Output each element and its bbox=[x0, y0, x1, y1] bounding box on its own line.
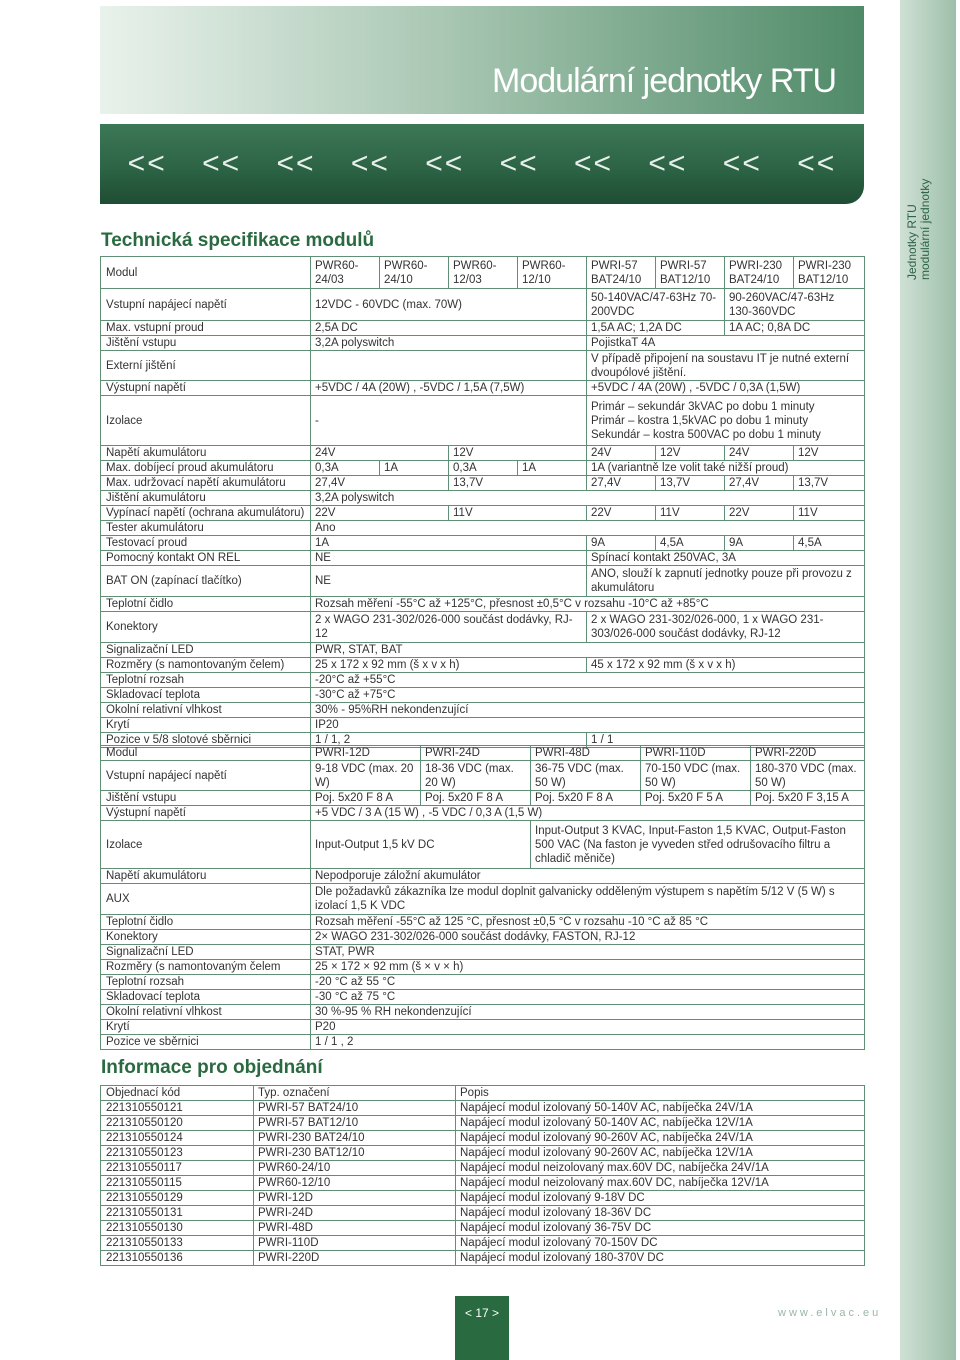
cell: 2,5A DC bbox=[311, 321, 587, 336]
cell: 25 × 172 × 92 mm (š × v × h) bbox=[311, 960, 865, 975]
page-title: Modulární jednotky RTU bbox=[492, 62, 836, 100]
cell: 12V bbox=[449, 446, 587, 461]
description: Napájecí modul izolovaný 180-370V DC bbox=[456, 1251, 865, 1266]
cell: 30 %-95 % RH nekondenzující bbox=[311, 1005, 865, 1020]
row-label: Signalizační LED bbox=[101, 643, 311, 658]
table-row bbox=[101, 521, 865, 536]
model-name: PWR60-12/10 bbox=[518, 257, 587, 289]
row-label: AUX bbox=[101, 884, 311, 915]
cell: 13,7V bbox=[656, 476, 725, 491]
cell: PojistkaT 4A bbox=[587, 336, 865, 351]
header-banner bbox=[100, 6, 864, 114]
row-label: Rozměry (s namontovaným čelem) bbox=[101, 658, 311, 673]
table-row bbox=[101, 396, 865, 446]
table-row bbox=[101, 658, 865, 673]
cell: 9A bbox=[587, 536, 656, 551]
cell bbox=[311, 351, 587, 381]
cell: P20 bbox=[311, 1020, 865, 1035]
row-label: Teplotní čidlo bbox=[101, 597, 311, 612]
row-label: Skladovací teplota bbox=[101, 990, 311, 1005]
arrow-glyph: << bbox=[276, 147, 316, 180]
cell: NE bbox=[311, 566, 587, 597]
column-header: Typ. označení bbox=[254, 1086, 456, 1101]
cell: 0,3A bbox=[311, 461, 380, 476]
cell: Poj. 5x20 F 3,15 A bbox=[751, 791, 865, 806]
table-row bbox=[101, 791, 865, 806]
table-row bbox=[101, 257, 865, 289]
model-name: PWR60-12/03 bbox=[449, 257, 518, 289]
side-label-line2: modulární jednotky bbox=[918, 178, 932, 280]
model-name: PWR60-24/03 bbox=[311, 257, 380, 289]
table-row bbox=[101, 746, 865, 761]
row-label: Vstupní napájecí napětí bbox=[101, 761, 311, 791]
cell: 1A bbox=[518, 461, 587, 476]
cell: 0,3A bbox=[449, 461, 518, 476]
arrow-glyph: << bbox=[722, 147, 762, 180]
order-code: 221310550120 bbox=[101, 1116, 254, 1131]
row-label: Izolace bbox=[101, 396, 311, 446]
row-label: Krytí bbox=[101, 718, 311, 733]
row-label: Jištění vstupu bbox=[101, 336, 311, 351]
table-row bbox=[101, 869, 865, 884]
table-row bbox=[101, 476, 865, 491]
type-designation: PWRI-230 BAT12/10 bbox=[254, 1146, 456, 1161]
table-row bbox=[101, 915, 865, 930]
cell: 1A AC; 0,8A DC bbox=[725, 321, 865, 336]
cell: Input-Output 1,5 kV DC bbox=[311, 821, 531, 869]
row-label: Konektory bbox=[101, 930, 311, 945]
type-designation: PWRI-57 BAT12/10 bbox=[254, 1116, 456, 1131]
cell: 22V bbox=[311, 506, 449, 521]
type-designation: PWRI-220D bbox=[254, 1251, 456, 1266]
table-row bbox=[101, 461, 865, 476]
row-label: Okolní relativní vlhkost bbox=[101, 703, 311, 718]
table-row bbox=[101, 1236, 865, 1251]
table-row bbox=[101, 1005, 865, 1020]
table-row bbox=[101, 688, 865, 703]
type-designation: PWR60-24/10 bbox=[254, 1161, 456, 1176]
description: Napájecí modul izolovaný 90-260V AC, nabíječka 24V/1A bbox=[456, 1131, 865, 1146]
table-row bbox=[101, 1146, 865, 1161]
cell: 9A bbox=[725, 536, 794, 551]
cell: Ano bbox=[311, 521, 865, 536]
cell: 50-140VAC/47-63Hz 70-200VDC bbox=[587, 289, 725, 321]
model-name: PWRI-57 BAT24/10 bbox=[587, 257, 656, 289]
cell: IP20 bbox=[311, 718, 865, 733]
cell: 3,2A polyswitch bbox=[311, 336, 587, 351]
cell: 36-75 VDC (max. 50 W) bbox=[531, 761, 641, 791]
cell: 27,4V bbox=[587, 476, 656, 491]
cell: Poj. 5x20 F 8 A bbox=[421, 791, 531, 806]
model-name: PWRI-230 BAT12/10 bbox=[794, 257, 865, 289]
cell: +5VDC / 4A (20W) , -5VDC / 1,5A (7,5W) bbox=[311, 381, 587, 396]
cell: 1 / 1, 2 bbox=[311, 733, 587, 748]
type-designation: PWRI-12D bbox=[254, 1191, 456, 1206]
table-row bbox=[101, 1206, 865, 1221]
cell: ANO, slouží k zapnutí jednotky pouze při provozu z akumulátoru bbox=[587, 566, 865, 597]
order-code: 221310550117 bbox=[101, 1161, 254, 1176]
cell: Poj. 5x20 F 8 A bbox=[531, 791, 641, 806]
order-code: 221310550121 bbox=[101, 1101, 254, 1116]
table-row bbox=[101, 289, 865, 321]
row-label: Výstupní napětí bbox=[101, 381, 311, 396]
row-label: Rozměry (s namontovaným čelem bbox=[101, 960, 311, 975]
description: Napájecí modul izolovaný 9-18V DC bbox=[456, 1191, 865, 1206]
cell: 2 x WAGO 231-302/026-000 součást dodávky, RJ-12 bbox=[311, 612, 587, 643]
table-row bbox=[101, 643, 865, 658]
row-label: Jištění vstupu bbox=[101, 791, 311, 806]
description: Napájecí modul neizolovaný max.60V DC, nabíječka 12V/1A bbox=[456, 1176, 865, 1191]
arrow-glyph: << bbox=[127, 147, 167, 180]
cell: Nepodporuje záložní akumulátor bbox=[311, 869, 865, 884]
cell: 1A bbox=[380, 461, 449, 476]
cell: 22V bbox=[725, 506, 794, 521]
cell: 90-260VAC/47-63Hz 130-360VDC bbox=[725, 289, 865, 321]
table-row bbox=[101, 551, 865, 566]
order-code: 221310550124 bbox=[101, 1131, 254, 1146]
cell: 13,7V bbox=[794, 476, 865, 491]
table-row bbox=[101, 1221, 865, 1236]
row-label: Výstupní napětí bbox=[101, 806, 311, 821]
table-row bbox=[101, 673, 865, 688]
cell: V případě připojení na soustavu IT je nutné externí dvoupólové jištění. bbox=[587, 351, 865, 381]
cell: 45 x 172 x 92 mm (š x v x h) bbox=[587, 658, 865, 673]
table-row bbox=[101, 1035, 865, 1050]
page-number: < 17 > bbox=[455, 1296, 509, 1360]
cell bbox=[587, 396, 865, 446]
table-row bbox=[101, 975, 865, 990]
section-title-spec: Technická specifikace modulů bbox=[101, 230, 375, 251]
row-label: Testovací proud bbox=[101, 536, 311, 551]
cell: Rozsah měření -55°C až +125°C, přesnost ±0,5°C v rozsahu -10°C až +85°C bbox=[311, 597, 865, 612]
cell: 24V bbox=[725, 446, 794, 461]
row-label: Modul bbox=[101, 257, 311, 289]
table-row bbox=[101, 1191, 865, 1206]
type-designation: PWRI-110D bbox=[254, 1236, 456, 1251]
cell: 1 / 1 bbox=[587, 733, 865, 748]
cell: - bbox=[311, 396, 587, 446]
description: Napájecí modul izolovaný 70-150V DC bbox=[456, 1236, 865, 1251]
table-row bbox=[101, 1176, 865, 1191]
arrow-glyph: << bbox=[425, 147, 465, 180]
order-code: 221310550131 bbox=[101, 1206, 254, 1221]
cell: -30°C až +75°C bbox=[311, 688, 865, 703]
row-label: Tester akumulátoru bbox=[101, 521, 311, 536]
type-designation: PWRI-57 BAT24/10 bbox=[254, 1101, 456, 1116]
cell: 22V bbox=[587, 506, 656, 521]
column-header: Popis bbox=[456, 1086, 865, 1101]
type-designation: PWR60-12/10 bbox=[254, 1176, 456, 1191]
table-row bbox=[101, 821, 865, 869]
table-row bbox=[101, 945, 865, 960]
cell: 4,5A bbox=[656, 536, 725, 551]
cell: 25 x 172 x 92 mm (š x v x h) bbox=[311, 658, 587, 673]
table-header-row bbox=[101, 1086, 865, 1101]
model-name: PWRI-230 BAT24/10 bbox=[725, 257, 794, 289]
arrow-glyph: << bbox=[499, 147, 539, 180]
table-row bbox=[101, 930, 865, 945]
description: Napájecí modul izolovaný 18-36V DC bbox=[456, 1206, 865, 1221]
table-row bbox=[101, 336, 865, 351]
side-label-line1: Jednotky RTU bbox=[905, 204, 919, 280]
description: Napájecí modul izolovaný 50-140V AC, nabíječka 12V/1A bbox=[456, 1116, 865, 1131]
cell: -20°C až +55°C bbox=[311, 673, 865, 688]
cell: 24V bbox=[311, 446, 449, 461]
cell: 2× WAGO 231-302/026-000 součást dodávky, FASTON, RJ-12 bbox=[311, 930, 865, 945]
model-name: PWRI-110D bbox=[641, 746, 751, 761]
description: Napájecí modul izolovaný 50-140V AC, nabíječka 24V/1A bbox=[456, 1101, 865, 1116]
spec-table-1 bbox=[100, 256, 865, 748]
table-row bbox=[101, 491, 865, 506]
cell: 13,7V bbox=[449, 476, 587, 491]
row-label: Pomocný kontakt ON REL bbox=[101, 551, 311, 566]
row-label: Max. udržovací napětí akumulátoru bbox=[101, 476, 311, 491]
table-row bbox=[101, 761, 865, 791]
cell-line: Sekundár – kostra 500VAC po dobu 1 minuty bbox=[591, 428, 821, 441]
row-label: Teplotní čidlo bbox=[101, 915, 311, 930]
row-label: Jištění akumulátoru bbox=[101, 491, 311, 506]
row-label: Max. vstupní proud bbox=[101, 321, 311, 336]
row-label: Skladovací teplota bbox=[101, 688, 311, 703]
description: Napájecí modul neizolovaný max.60V DC, nabíječka 24V/1A bbox=[456, 1161, 865, 1176]
cell: 12V bbox=[794, 446, 865, 461]
type-designation: PWRI-48D bbox=[254, 1221, 456, 1236]
arrow-glyph: << bbox=[202, 147, 242, 180]
row-label: Napětí akumulátoru bbox=[101, 446, 311, 461]
order-code: 221310550115 bbox=[101, 1176, 254, 1191]
cell: 9-18 VDC (max. 20 W) bbox=[311, 761, 421, 791]
cell: 3,2A polyswitch bbox=[311, 491, 865, 506]
table-row bbox=[101, 506, 865, 521]
table-row bbox=[101, 1131, 865, 1146]
table-row bbox=[101, 960, 865, 975]
table-row bbox=[101, 381, 865, 396]
cell: 11V bbox=[794, 506, 865, 521]
arrow-glyph: << bbox=[574, 147, 614, 180]
row-label: Konektory bbox=[101, 612, 311, 643]
cell: Input-Output 3 KVAC, Input-Faston 1,5 KVAC, Output-Faston 500 VAC (Na faston je vyveden střed odrušovacího filtru a chladič měniče) bbox=[531, 821, 865, 869]
cell: 27,4V bbox=[725, 476, 794, 491]
table-row bbox=[101, 597, 865, 612]
cell: +5 VDC / 3 A (15 W) , -5 VDC / 0,3 A (1,5 W) bbox=[311, 806, 865, 821]
row-label: Vypínací napětí (ochrana akumulátoru) bbox=[101, 506, 311, 521]
table-row bbox=[101, 536, 865, 551]
section-title-order: Informace pro objednání bbox=[101, 1057, 323, 1078]
cell: 1A (variantně lze volit také nižší proud) bbox=[587, 461, 865, 476]
order-table bbox=[100, 1085, 865, 1266]
cell: STAT, PWR bbox=[311, 945, 865, 960]
table-row bbox=[101, 718, 865, 733]
row-label: Vstupní napájecí napětí bbox=[101, 289, 311, 321]
row-label: Napětí akumulátoru bbox=[101, 869, 311, 884]
row-label: Pozice ve sběrnici bbox=[101, 1035, 311, 1050]
table-row bbox=[101, 884, 865, 915]
type-designation: PWRI-24D bbox=[254, 1206, 456, 1221]
row-label: Okolní relativní vlhkost bbox=[101, 1005, 311, 1020]
cell: 180-370 VDC (max. 50 W) bbox=[751, 761, 865, 791]
cell: 70-150 VDC (max. 50 W) bbox=[641, 761, 751, 791]
column-header: Objednací kód bbox=[101, 1086, 254, 1101]
row-label: Externí jištění bbox=[101, 351, 311, 381]
table-row bbox=[101, 321, 865, 336]
cell: Dle požadavků zákazníka lze modul doplnit galvanicky odděleným výstupem s napětím 5/12 V (5 W) s izolací 1,5 K VDC bbox=[311, 884, 865, 915]
cell: 1,5A AC; 1,2A DC bbox=[587, 321, 725, 336]
cell: -30 °C až 75 °C bbox=[311, 990, 865, 1005]
side-strip bbox=[900, 0, 956, 1360]
table-row bbox=[101, 703, 865, 718]
cell: Spínací kontakt 250VAC, 3A bbox=[587, 551, 865, 566]
cell-line: Primár – kostra 1,5kVAC po dobu 1 minuty bbox=[591, 414, 809, 427]
cell: 24V bbox=[587, 446, 656, 461]
cell: PWR, STAT, BAT bbox=[311, 643, 865, 658]
row-label: Teplotní rozsah bbox=[101, 975, 311, 990]
spec-table-2 bbox=[100, 745, 865, 1050]
cell: 2 x WAGO 231-302/026-000, 1 x WAGO 231-303/026-000 součást dodávky, RJ-12 bbox=[587, 612, 865, 643]
table-row bbox=[101, 1161, 865, 1176]
row-label: Izolace bbox=[101, 821, 311, 869]
table-row bbox=[101, 1020, 865, 1035]
model-name: PWRI-220D bbox=[751, 746, 865, 761]
row-label: Pozice v 5/8 slotové sběrnici bbox=[101, 733, 311, 748]
cell-line: Primár – sekundár 3kVAC po dobu 1 minuty bbox=[591, 400, 815, 413]
cell: 4,5A bbox=[794, 536, 865, 551]
cell: 11V bbox=[449, 506, 587, 521]
model-name: PWRI-57 BAT12/10 bbox=[656, 257, 725, 289]
cell: 27,4V bbox=[311, 476, 449, 491]
order-code: 221310550130 bbox=[101, 1221, 254, 1236]
row-label: Teplotní rozsah bbox=[101, 673, 311, 688]
arrow-glyph: << bbox=[350, 147, 390, 180]
table-row bbox=[101, 1101, 865, 1116]
arrow-glyph: << bbox=[648, 147, 688, 180]
cell: 1 / 1 , 2 bbox=[311, 1035, 865, 1050]
model-name: PWRI-24D bbox=[421, 746, 531, 761]
table-row bbox=[101, 990, 865, 1005]
row-label: Krytí bbox=[101, 1020, 311, 1035]
cell: 11V bbox=[656, 506, 725, 521]
arrow-banner bbox=[100, 124, 864, 204]
order-code: 221310550133 bbox=[101, 1236, 254, 1251]
order-code: 221310550129 bbox=[101, 1191, 254, 1206]
cell: NE bbox=[311, 551, 587, 566]
cell: 12V bbox=[656, 446, 725, 461]
row-label: BAT ON (zapínací tlačítko) bbox=[101, 566, 311, 597]
table-row bbox=[101, 446, 865, 461]
arrow-glyph: << bbox=[797, 147, 837, 180]
cell: Rozsah měření -55°C až 125 °C, přesnost ±0,5 °C v rozsahu -10 °C až 85 °C bbox=[311, 915, 865, 930]
cell: 18-36 VDC (max. 20 W) bbox=[421, 761, 531, 791]
cell: +5VDC / 4A (20W) , -5VDC / 0,3A (1,5W) bbox=[587, 381, 865, 396]
order-code: 221310550123 bbox=[101, 1146, 254, 1161]
table-row bbox=[101, 351, 865, 381]
description: Napájecí modul izolovaný 90-260V AC, nabíječka 12V/1A bbox=[456, 1146, 865, 1161]
description: Napájecí modul izolovaný 36-75V DC bbox=[456, 1221, 865, 1236]
cell: 30% - 95%RH nekondenzující bbox=[311, 703, 865, 718]
website-text[interactable]: www.elvac.eu bbox=[778, 1307, 882, 1319]
cell: -20 °C až 55 °C bbox=[311, 975, 865, 990]
table-row bbox=[101, 1116, 865, 1131]
side-label bbox=[906, 179, 932, 280]
cell: 12VDC - 60VDC (max. 70W) bbox=[311, 289, 587, 321]
type-designation: PWRI-230 BAT24/10 bbox=[254, 1131, 456, 1146]
model-name: PWRI-48D bbox=[531, 746, 641, 761]
cell: Poj. 5x20 F 8 A bbox=[311, 791, 421, 806]
table-row bbox=[101, 806, 865, 821]
row-label: Max. dobíjecí proud akumulátoru bbox=[101, 461, 311, 476]
row-label: Modul bbox=[101, 746, 311, 761]
cell: Poj. 5x20 F 5 A bbox=[641, 791, 751, 806]
table-row bbox=[101, 612, 865, 643]
website-link[interactable] bbox=[778, 1307, 881, 1319]
model-name: PWRI-12D bbox=[311, 746, 421, 761]
row-label: Signalizační LED bbox=[101, 945, 311, 960]
order-code: 221310550136 bbox=[101, 1251, 254, 1266]
model-name: PWR60-24/10 bbox=[380, 257, 449, 289]
table-row bbox=[101, 566, 865, 597]
cell: 1A bbox=[311, 536, 587, 551]
table-row bbox=[101, 1251, 865, 1266]
